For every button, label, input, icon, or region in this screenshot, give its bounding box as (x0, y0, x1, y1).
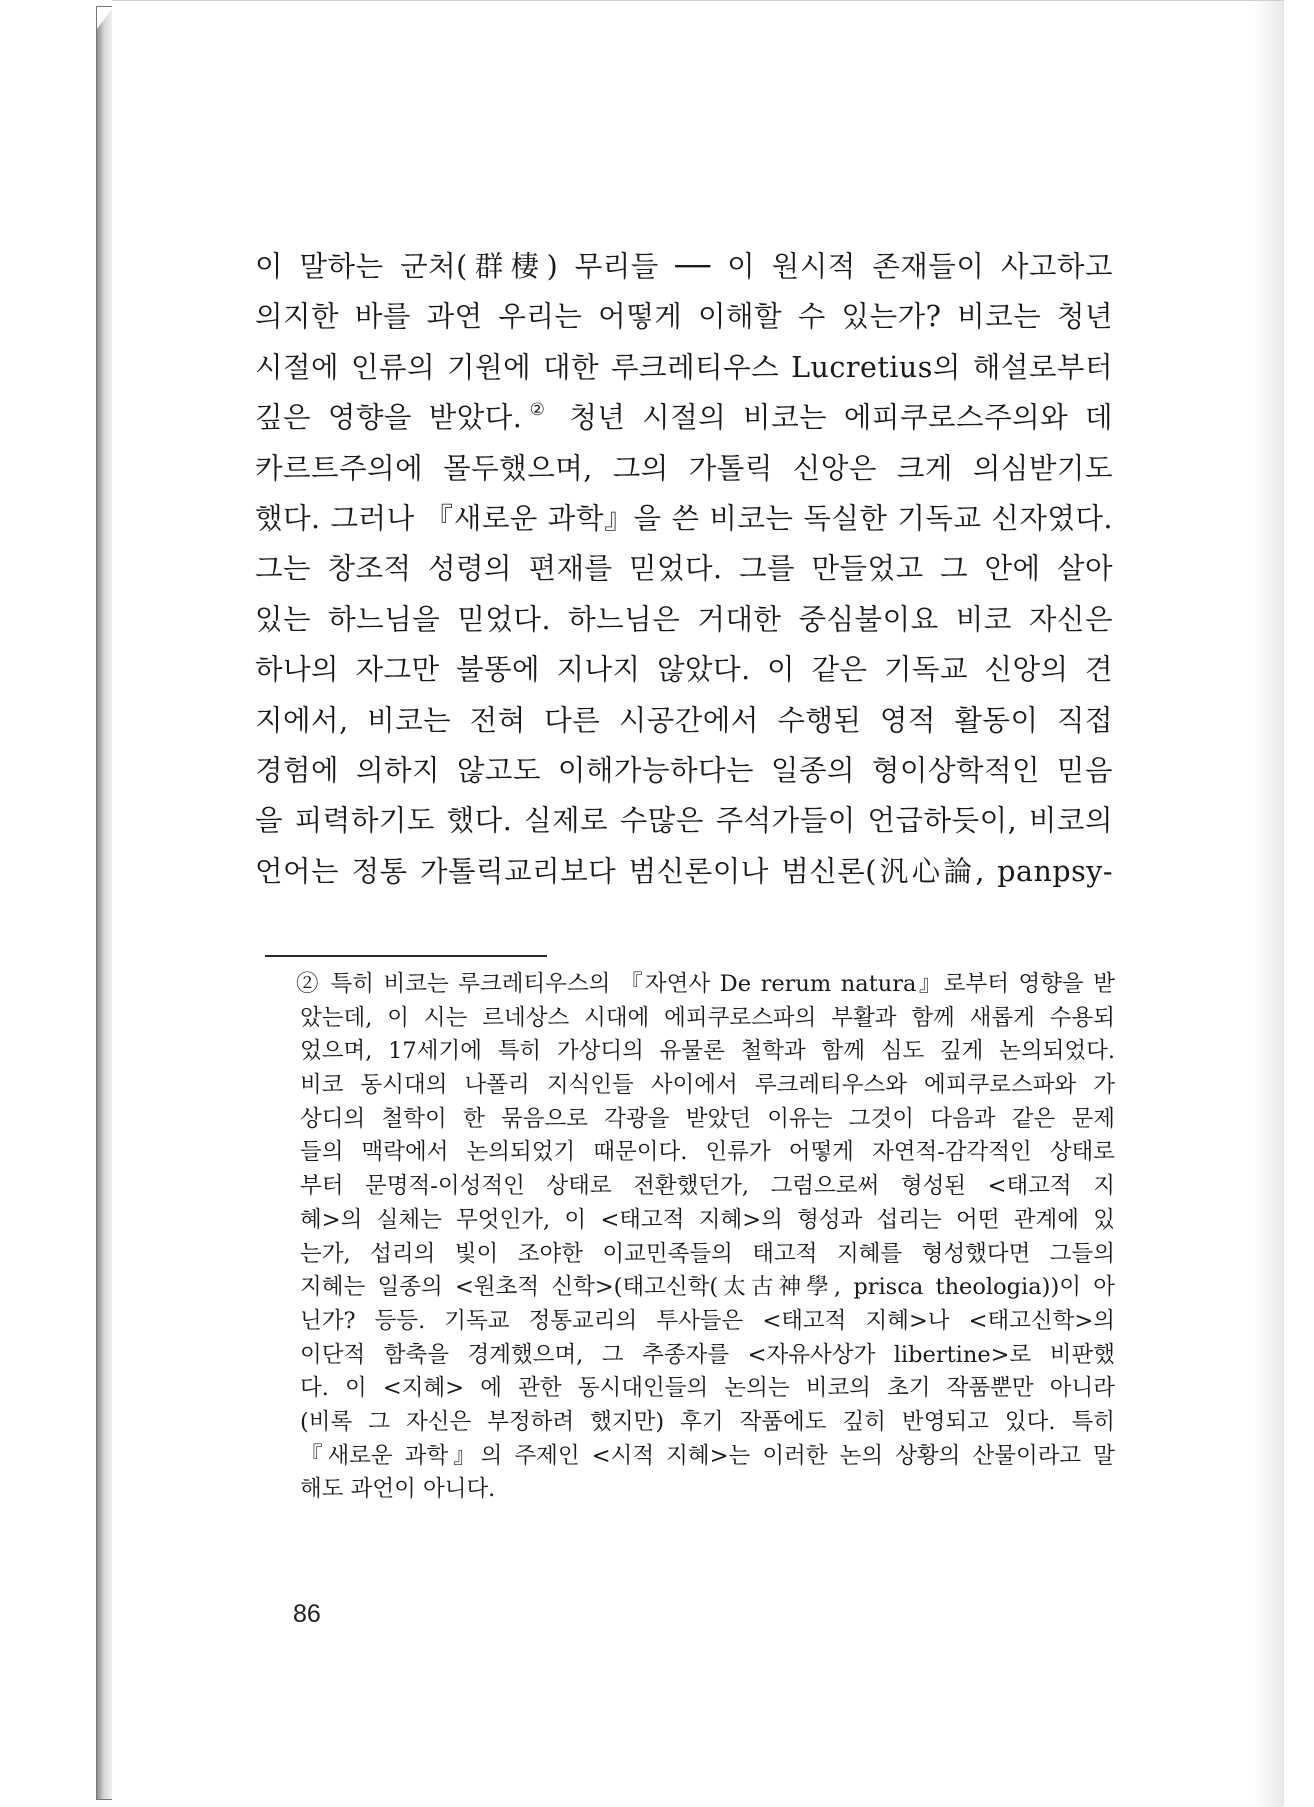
body-line: 있는 하느님을 믿었다. 하느님은 거대한 중심불이요 비코 자신은 (255, 602, 1113, 636)
body-line: 의지한 바를 과연 우리는 어떻게 이해할 수 있는가? 비코는 청년 (255, 300, 1113, 334)
footnote-line: 닌가? 등등. 기독교 정통교리의 투사들은 <태고적 지혜>나 <태고신학>의 (300, 1307, 1115, 1334)
body-text (255, 242, 1113, 897)
body-line: 언어는 정통 가톨릭교리보다 범신론이나 범신론(汎心論, panpsy- (255, 854, 1113, 888)
footnote-line: 혜>의 실체는 무엇인가, 이 <태고적 지혜>의 형성과 섭리는 어떤 관계에 있 (300, 1206, 1115, 1233)
footnote-divider (265, 955, 547, 957)
body-line: 을 피력하기도 했다. 실제로 수많은 주석가들이 언급하듯이, 비코의 (255, 804, 1113, 838)
footnote-line: ② 특히 비코는 루크레티우스의 『자연사 De rerum natura』로부터 영향을 받 (296, 971, 1115, 997)
body-line: 지에서, 비코는 전혀 다른 시공간에서 수행된 영적 활동이 직접 (255, 703, 1113, 737)
body-line: 했다. 그러나 『새로운 과학』을 쓴 비코는 독실한 기독교 신자였다. (255, 501, 1113, 535)
footnote-line: 다. 이 <지혜> 에 관한 동시대인들의 논의는 비코의 초기 작품뿐만 아니라 (300, 1375, 1115, 1402)
footnote-line: 부터 문명적-이성적인 상태로 전환했던가, 그럼으로써 형성된 <태고적 지 (300, 1173, 1115, 1200)
footnote-line: 비코 동시대의 나폴리 지식인들 사이에서 루크레티우스와 에피쿠로스파와 가 (300, 1072, 1115, 1099)
footnote-line: 었으며, 17세기에 특히 가상디의 유물론 철학과 함께 심도 깊게 논의되었다. (300, 1038, 1115, 1065)
body-line: 시절에 인류의 기원에 대한 루크레티우스 Lucretius의 해설로부터 (255, 350, 1113, 384)
page-edge-shadow (1253, 1, 1283, 1807)
body-line-rest: 청년 시절의 비코는 에피쿠로스주의와 데 (552, 401, 1113, 435)
body-line: 이 말하는 군처(群棲) 무리들 ── 이 원시적 존재들이 사고하고 (255, 250, 1113, 283)
footnote-reference[interactable]: ② (522, 400, 553, 421)
body-line: 카르트주의에 몰두했으며, 그의 가톨릭 신앙은 크게 의심받기도 (255, 451, 1113, 485)
footnote-line: 상디의 철학이 한 묶음으로 각광을 받았던 이유는 그것이 다음과 같은 문제 (300, 1105, 1115, 1132)
footnote-line: 『새로운 과학』의 주제인 <시적 지혜>는 이러한 논의 상황의 산물이라고 말 (300, 1442, 1115, 1469)
footnote-line: 았는데, 이 시는 르네상스 시대에 에피쿠로스파의 부활과 함께 새롭게 수용되 (300, 1004, 1115, 1031)
page-number: 86 (293, 1600, 321, 1628)
footnote-line: 이단적 함축을 경계했으며, 그 추종자를 <자유사상가 libertine>로 비판했 (300, 1341, 1115, 1368)
body-line: 그는 창조적 성령의 편재를 믿었다. 그를 만들었고 그 안에 살아 (255, 552, 1113, 586)
footnote-line: 들의 맥락에서 논의되었기 때문이다. 인류가 어떻게 자연적-감각적인 상태로 (300, 1139, 1115, 1166)
body-line: 하나의 자그만 불똥에 지나지 않았다. 이 같은 기독교 신앙의 견 (255, 653, 1113, 687)
footnote-line: 지혜는 일종의 <원초적 신학>(태고신학(太古神學, prisca theologia))이 아 (300, 1274, 1115, 1301)
footnote-line: 해도 과언이 아니다. (300, 1476, 496, 1503)
body-line: 경험에 의하지 않고도 이해가능하다는 일종의 형이상학적인 믿음 (255, 753, 1113, 787)
footnote (296, 968, 1115, 1507)
body-line-with-note (255, 393, 1113, 443)
footnote-line: (비록 그 자신은 부정하려 했지만) 후기 작품에도 깊히 반영되고 있다. 특히 (300, 1408, 1115, 1435)
footnote-line: 는가, 섭리의 빛이 조야한 이교민족들의 태고적 지혜를 형성했다면 그들의 (300, 1240, 1115, 1267)
body-line-start: 깊은 영향을 받았다. (255, 401, 523, 435)
